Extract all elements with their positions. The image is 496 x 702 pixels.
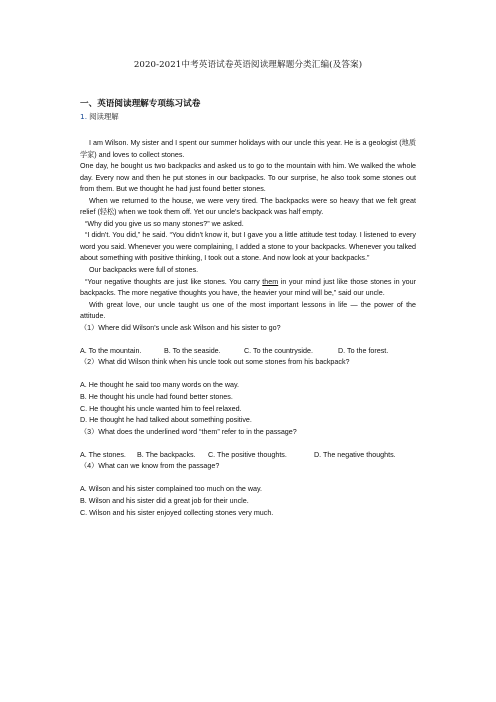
item-label: 阅读理解 (89, 112, 119, 121)
passage-paragraph: I am Wilson. My sister and I spent our summer holidays with our uncle this year. He is a geologist (地质学家) and loves to collect stones. (80, 139, 416, 159)
option: C. The positive thoughts. (208, 450, 287, 459)
option: B. The backpacks. (137, 450, 196, 459)
option: B. Wilson and his sister did a great job for their uncle. (80, 496, 249, 505)
passage-paragraph: With great love, our uncle taught us one of the most important lessons in life — the power of the attitude. (80, 300, 416, 321)
reading-passage (80, 138, 416, 519)
option: D. The negative thoughts. (314, 450, 396, 459)
passage-paragraph: One day, he bought us two backpacks and asked us to go to the mountain with him. We walked the whole day. Every now and then he put stones in our backpacks. To our surprise, he also took some stones out from them. But we thought he had just found better stones. (80, 162, 416, 194)
option: A. To the mountain. (80, 346, 142, 355)
item-number (80, 111, 119, 122)
passage-text: “Your negative thoughts are just like stones. You carry (85, 277, 263, 286)
option: D. He thought he had talked about something positive. (80, 416, 252, 425)
section-heading: 一、英语阅读理解专项练习试卷 (80, 99, 201, 109)
option: A. The stones. (80, 450, 126, 459)
question-stem: （4）What can we know from the passage? (80, 462, 220, 471)
option: C. Wilson and his sister enjoyed collecting stones very much. (80, 508, 274, 517)
option: B. To the seaside. (164, 346, 221, 355)
passage-paragraph: “I didn't. You did,” he said. “You didn't know it, but I gave you a little attitude test today. I listened to every word you said. Whenever you were complaining, I added a stone to your backpacks. Whenever you talked about something with positive thinking, I took out a stone. And now look at your backpacks.” (80, 231, 416, 263)
question-stem: （2）What did Wilson think when his uncle took out some stones from his backpack? (80, 358, 350, 367)
underlined-word: them (262, 277, 279, 286)
question-stem: （3）What does the underlined word “them” refer to in the passage? (80, 427, 297, 436)
option: B. He thought his uncle had found better stones. (80, 393, 233, 402)
options-row (80, 346, 416, 358)
passage-paragraph: Our backpacks were full of stones. (89, 266, 199, 275)
option: A. He thought he said too many words on the way. (80, 381, 240, 390)
document-title: 2020-2021中考英语试卷英语阅读理解题分类汇编(及答案) (133, 60, 363, 70)
option: C. To the countryside. (244, 346, 313, 355)
option: D. To the forest. (338, 346, 389, 355)
option: C. He thought his uncle wanted him to feel relaxed. (80, 404, 242, 413)
question-stem: （1）Where did Wilson's uncle ask Wilson and his sister to go? (80, 323, 281, 332)
option: A. Wilson and his sister complained too much on the way. (80, 485, 263, 494)
passage-paragraph (80, 277, 416, 300)
options-row (80, 450, 416, 462)
passage-paragraph: “Why did you give us so many stones?” we asked. (85, 219, 244, 228)
item-number-text: 1. (80, 112, 88, 121)
passage-paragraph: When we returned to the house, we were very tired. The backpacks were so heavy that we felt great relief (轻松) when we took them off. Yet our uncle's backpack was half empty. (80, 196, 416, 217)
passage-text: in your mind just like those stones in your backpacks. The more negative thoughts you have, the heavier your mind will be,” said our uncle. (80, 277, 417, 298)
